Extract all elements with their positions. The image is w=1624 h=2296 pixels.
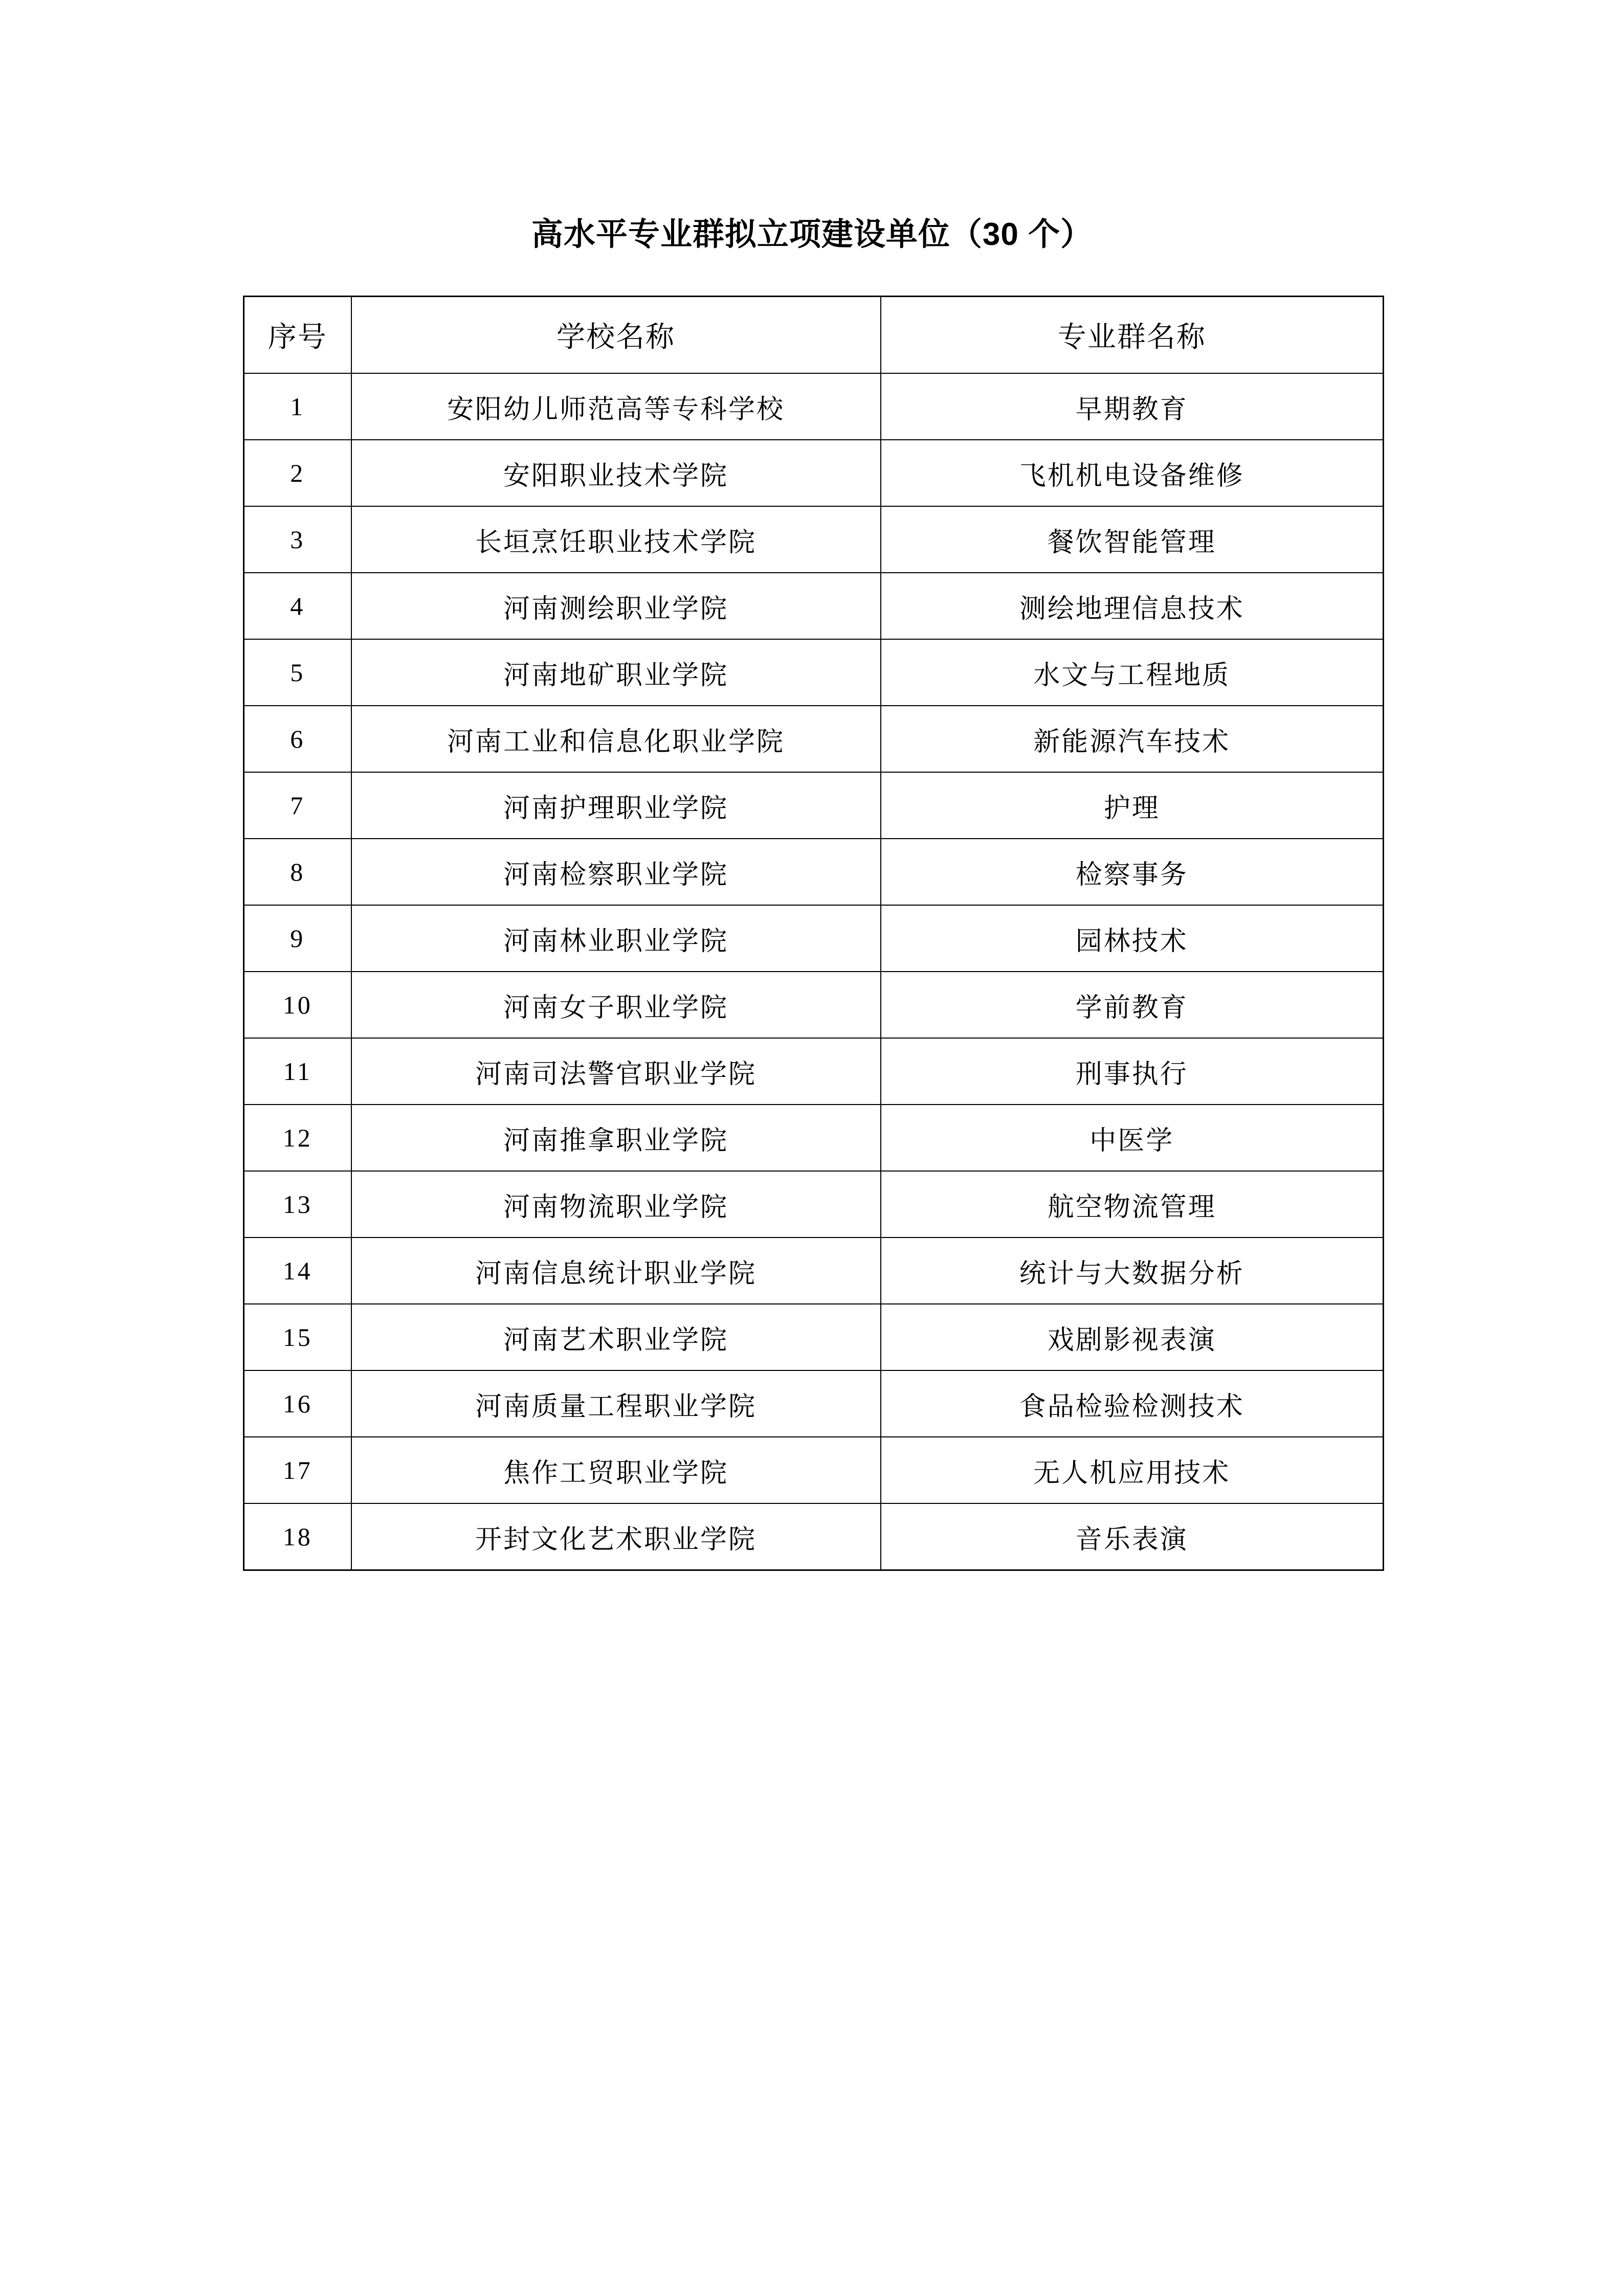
cell-index: 16: [244, 1370, 351, 1437]
table-row: [244, 1370, 1384, 1437]
table-row: [244, 1237, 1384, 1304]
cell-school-name: 安阳幼儿师范高等专科学校: [351, 373, 881, 440]
table-row: [244, 639, 1384, 706]
cell-specialty-group-name: 学前教育: [881, 972, 1384, 1038]
table-row: [244, 972, 1384, 1038]
cell-school-name: 河南林业职业学院: [351, 905, 881, 972]
cell-school-name: 河南质量工程职业学院: [351, 1370, 881, 1437]
table-row: [244, 905, 1384, 972]
table-row: [244, 440, 1384, 506]
cell-index: 17: [244, 1437, 351, 1503]
cell-specialty-group-name: 刑事执行: [881, 1038, 1384, 1105]
cell-school-name: 长垣烹饪职业技术学院: [351, 506, 881, 573]
cell-index: 7: [244, 772, 351, 839]
cell-index: 8: [244, 839, 351, 905]
cell-index: 12: [244, 1105, 351, 1171]
cell-specialty-group-name: 早期教育: [881, 373, 1384, 440]
cell-school-name: 焦作工贸职业学院: [351, 1437, 881, 1503]
cell-school-name: 河南地矿职业学院: [351, 639, 881, 706]
table-row: [244, 1503, 1384, 1570]
cell-school-name: 河南护理职业学院: [351, 772, 881, 839]
cell-specialty-group-name: 园林技术: [881, 905, 1384, 972]
listing-table-container: [243, 296, 1383, 1571]
cell-specialty-group-name: 戏剧影视表演: [881, 1304, 1384, 1370]
cell-specialty-group-name: 中医学: [881, 1105, 1384, 1171]
table-row: [244, 1437, 1384, 1503]
cell-specialty-group-name: 测绘地理信息技术: [881, 573, 1384, 639]
cell-index: 9: [244, 905, 351, 972]
table-row: [244, 839, 1384, 905]
cell-index: 15: [244, 1304, 351, 1370]
listing-table: [243, 296, 1384, 1571]
cell-school-name: 开封文化艺术职业学院: [351, 1503, 881, 1570]
cell-index: 10: [244, 972, 351, 1038]
cell-index: 18: [244, 1503, 351, 1570]
table-row: [244, 706, 1384, 772]
cell-index: 3: [244, 506, 351, 573]
table-row: [244, 1105, 1384, 1171]
table-row: [244, 573, 1384, 639]
cell-specialty-group-name: 新能源汽车技术: [881, 706, 1384, 772]
cell-index: 2: [244, 440, 351, 506]
table-row: [244, 772, 1384, 839]
cell-specialty-group-name: 水文与工程地质: [881, 639, 1384, 706]
cell-school-name: 河南物流职业学院: [351, 1171, 881, 1237]
cell-school-name: 安阳职业技术学院: [351, 440, 881, 506]
cell-specialty-group-name: 护理: [881, 772, 1384, 839]
cell-specialty-group-name: 餐饮智能管理: [881, 506, 1384, 573]
cell-specialty-group-name: 飞机机电设备维修: [881, 440, 1384, 506]
cell-school-name: 河南信息统计职业学院: [351, 1237, 881, 1304]
cell-specialty-group-name: 食品检验检测技术: [881, 1370, 1384, 1437]
cell-index: 11: [244, 1038, 351, 1105]
table-body: [244, 373, 1384, 1570]
column-header-school: 学校名称: [351, 297, 881, 374]
table-row: [244, 373, 1384, 440]
cell-index: 6: [244, 706, 351, 772]
page-title: 高水平专业群拟立项建设单位（30 个）: [531, 217, 1093, 252]
cell-school-name: 河南工业和信息化职业学院: [351, 706, 881, 772]
column-header-group: 专业群名称: [881, 297, 1384, 374]
cell-specialty-group-name: 统计与大数据分析: [881, 1237, 1384, 1304]
cell-school-name: 河南艺术职业学院: [351, 1304, 881, 1370]
table-row: [244, 1304, 1384, 1370]
cell-school-name: 河南测绘职业学院: [351, 573, 881, 639]
cell-index: 14: [244, 1237, 351, 1304]
table-row: [244, 1171, 1384, 1237]
cell-specialty-group-name: 无人机应用技术: [881, 1437, 1384, 1503]
cell-school-name: 河南司法警官职业学院: [351, 1038, 881, 1105]
cell-specialty-group-name: 音乐表演: [881, 1503, 1384, 1570]
cell-school-name: 河南检察职业学院: [351, 839, 881, 905]
table-row: [244, 506, 1384, 573]
table-header-row: [244, 297, 1384, 374]
cell-specialty-group-name: 航空物流管理: [881, 1171, 1384, 1237]
cell-index: 4: [244, 573, 351, 639]
cell-school-name: 河南女子职业学院: [351, 972, 881, 1038]
cell-specialty-group-name: 检察事务: [881, 839, 1384, 905]
cell-index: 5: [244, 639, 351, 706]
table-header: [244, 297, 1384, 374]
cell-index: 1: [244, 373, 351, 440]
cell-school-name: 河南推拿职业学院: [351, 1105, 881, 1171]
cell-index: 13: [244, 1171, 351, 1237]
column-header-index: 序号: [244, 297, 351, 374]
table-row: [244, 1038, 1384, 1105]
